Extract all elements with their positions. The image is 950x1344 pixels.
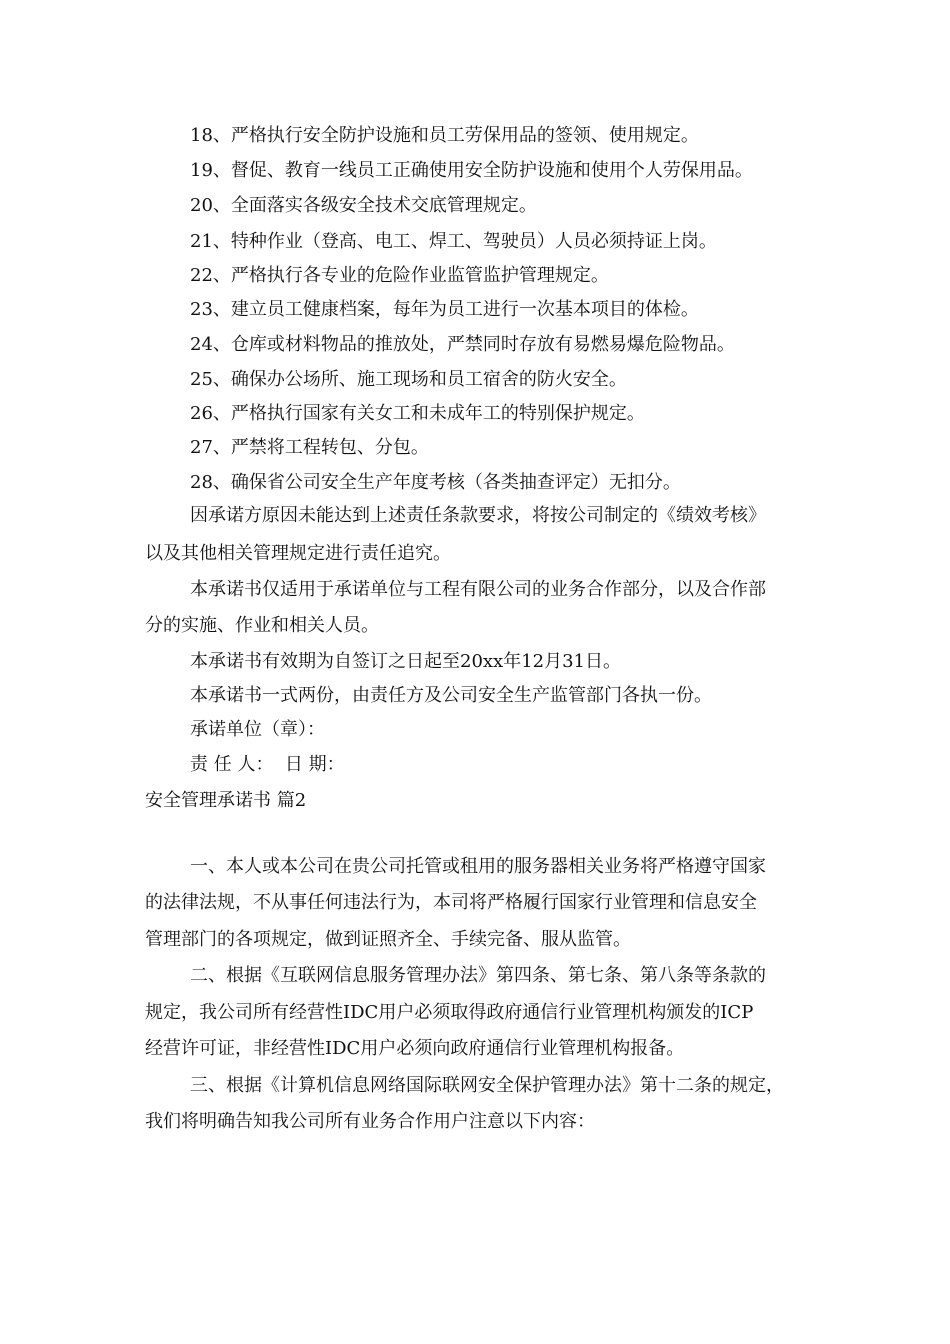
list-item: 28、确保省公司安全生产年度考核（各类抽查评定）无扣分。: [190, 472, 681, 493]
paragraph-scope-line: 本承诺书仅适用于承诺单位与工程有限公司的业务合作部分，以及合作部: [190, 579, 766, 600]
section2-paragraph-2-line: 经营许可证，非经营性IDC用户必须向政府通信行业管理机构报备。: [145, 1038, 685, 1059]
list-item: 26、严格执行国家有关女工和未成年工的特别保护规定。: [190, 403, 645, 424]
paragraph-scope-line: 分的实施、作业和相关人员。: [145, 615, 379, 636]
signature-unit: 承诺单位（章）：: [190, 719, 325, 740]
list-item: 27、严禁将工程转包、分包。: [190, 437, 429, 458]
section2-paragraph-1-line: 管理部门的各项规定，做到证照齐全、手续完备、服从监管。: [145, 929, 631, 950]
section2-paragraph-3-line: 我们将明确告知我公司所有业务合作用户注意以下内容：: [145, 1111, 595, 1132]
list-item: 20、全面落实各级安全技术交底管理规定。: [190, 195, 537, 216]
paragraph-liability-line: 因承诺方原因未能达到上述责任条款要求，将按公司制定的《绩效考核》: [190, 505, 766, 526]
list-item: 21、特种作业（登高、电工、焊工、驾驶员）人员必须持证上岗。: [190, 231, 717, 252]
section2-paragraph-3-line: 三、根据《计算机信息网络国际联网安全保护管理办法》第十二条的规定，: [190, 1075, 784, 1096]
paragraph-copies: 本承诺书一式两份，由责任方及公司安全生产监管部门各执一份。: [190, 685, 712, 706]
paragraph-liability-line: 以及其他相关管理规定进行责任追究。: [145, 543, 451, 564]
list-item: 18、严格执行安全防护设施和员工劳保用品的签领、使用规定。: [190, 125, 699, 146]
list-item: 25、确保办公场所、施工现场和员工宿舍的防火安全。: [190, 369, 627, 390]
list-item: 23、建立员工健康档案，每年为员工进行一次基本项目的体检。: [190, 299, 699, 320]
section-title: 安全管理承诺书 篇2: [145, 790, 307, 811]
list-item: 22、严格执行各专业的危险作业监管监护管理规定。: [190, 265, 609, 286]
list-item: 19、督促、教育一线员工正确使用安全防护设施和使用个人劳保用品。: [190, 160, 753, 181]
section2-paragraph-1-line: 的法律法规，不从事任何违法行为，本司将严格履行国家行业管理和信息安全: [145, 892, 757, 913]
list-item: 24、仓库或材料物品的推放处，严禁同时存放有易燃易爆危险物品。: [190, 334, 735, 355]
signature-person-date: 责 任 人： 日 期：: [190, 754, 345, 775]
section2-paragraph-2-line: 规定，我公司所有经营性IDC用户必须取得政府通信行业管理机构颁发的ICP: [145, 1002, 754, 1023]
paragraph-validity: 本承诺书有效期为自签订之日起至20xx年12月31日。: [190, 651, 622, 672]
section2-paragraph-2-line: 二、根据《互联网信息服务管理办法》第四条、第七条、第八条等条款的: [190, 965, 766, 986]
section2-paragraph-1-line: 一、本人或本公司在贵公司托管或租用的服务器相关业务将严格遵守国家: [190, 856, 766, 877]
